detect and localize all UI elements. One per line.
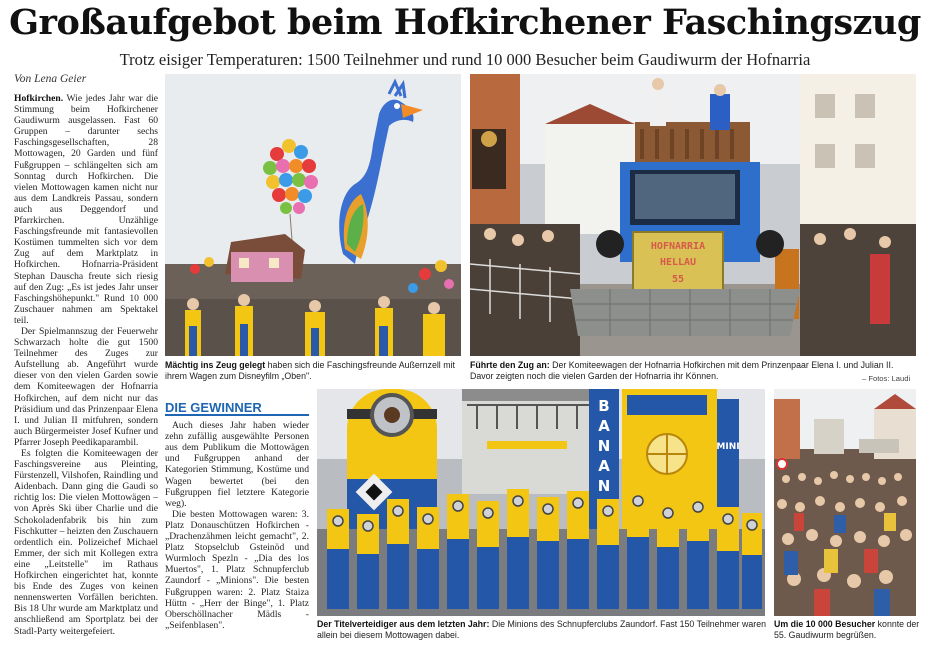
sign-hofnarria-text: HOFNARRIA (650, 241, 706, 252)
winners-paragraph: Die besten Mottowagen waren: 3. Platz Donauschützen Hofkirchen - „Drachenzähmen leicht gemacht", 2. Platz Stopselclub Gsteinöd und Wurmloch Spezln - „Dia des los Muertos", 1. Platz Schnupferclub Zaundorf - „Minions". Die besten Fußgruppen waren: 2. Platz Staiza Hüttn - „Herr der Binge", 1. Platz Oberschöllnacher Mädls - „Seifenblasen". (165, 508, 309, 631)
byline: Von Lena Geier (14, 73, 87, 85)
winners-paragraph: Auch dieses Jahr haben wieder zehn zufällig ausgewählte Personen aus dem Publikum die Mottowägen und Fußgruppen anhand der Kategorien Stimmung, Kostüme und Wagen bewertet (bei den Fußgruppen fiel letztere Kategorie weg). (165, 420, 309, 509)
banana-letter: A (598, 457, 610, 475)
winners-box-title: DIE GEWINNER (165, 402, 309, 416)
banana-letter: N (597, 437, 611, 455)
photo-oben-wagon (165, 74, 461, 356)
banana-letter: N (597, 477, 611, 495)
article-paragraph: Der Spielmannszug der Feuerwehr Schwarzach holte die gut 1500 Teilnehmer des Zuges zur Aufstellung ab. Angeführt wurde dieser von den vielen Garden sowie dem Komiteewagen der Hofnarria Hofkirchen, auf dem nicht nur das Präsidium und das Prinzenpaar Elena I. und Julian II mitfuhren, sondern auch Bürgermeister Josef Kufner und Pfarrer Joseph Peedikaparambil. (14, 325, 158, 448)
caption-photo-minions: Der Titelverteidiger aus dem letzten Jahr: Die Minions des Schnupferclubs Zaundorf. Fast 150 Teilnehmer waren allein bei diesem Mottowagen dabei. (317, 619, 767, 640)
article-paragraph: Hofkirchen. Wie jedes Jahr war die Stimmung beim Hofkirchener Gaudiwurm ausgelassen. Fast 60 Gruppen – darunter sechs Faschingsgesellschaften, 28 Mottowagen, 20 Garden und fünf Fußgruppen – schlängelten sich am Sonntag durch Hofkirchen. Die vielen Mottowagen kamen nicht nur aus dem Landkreis Passau, sondern auch aus Deggendorf und Pfarrkirchen. Unzählige Faschingsfreunde mit fantasievollen Kostümen tummelten sich vor dem Zug auf dem Marktplatz in Hofkirchen. Hofnarria-Präsident Stephan Dauscha freute sich riesig auf den Zug: „Es ist jedes Jahr unser Faschingshöhepunkt." Rund 10 000 Zuschauer nahmen am Spektakel teil. (14, 93, 158, 326)
photo-komiteewagen (470, 74, 916, 356)
photo-crowd (774, 389, 916, 616)
photo-minions (317, 389, 765, 616)
subheadline: Trotz eisiger Temperaturen: 1500 Teilnehmer und rund 10 000 Besucher beim Gaudiwurm der Hofnarria (119, 50, 811, 69)
banana-letter: B (598, 397, 610, 415)
sign-55-text: 55 (671, 274, 685, 285)
article-body (14, 93, 158, 653)
article-paragraph: Es folgten die Komiteewagen der Faschingsvereine aus Pleinting, Fürstenzell, Vilshofen, Raindling und Aidenbach. Dann ging die Gaudi so richtig los: Die vielen Mottowägen – von Après Ski über Charlie und die Schokoladenfabrik bis hin zum Fischkutter – heizten den Zuschauern ordentlich ein. Polizeichef Michael Emmer, der sich mit Kollegen extra eine „Leitstelle" im Rathaus Hofkirchen eingerichtet hat, konnte bis Ende des Zuges von keinen nennenswerten Vorfällen berichten. Bis 18 Uhr wurde am Marktplatz und anschließend am Sportplatz bei der Stadl-Party weitergefeiert. (14, 448, 158, 637)
sign-hellau-text: HELLAU (659, 257, 697, 268)
caption-photo-oben: Mächtig ins Zeug gelegt haben sich die Faschingsfreunde Außernzell mit ihrem Wagen zum Disneyfilm „Oben". (165, 360, 455, 381)
photo-credit: – Fotos: Laudi (862, 374, 911, 383)
caption-photo-komiteewagen: Führte den Zug an: Der Komiteewagen der Hofnarria Hofkirchen mit dem Prinzenpaar Elena I. und Julian II. Davor zeigten noch die vielen Garden der Hofnarria ihr Können. (470, 360, 894, 381)
caption-photo-crowd: Um die 10 000 Besucher konnte der 55. Gaudiwurm begrüßen. (774, 619, 920, 640)
winners-box (165, 402, 309, 652)
headline: Großaufgebot beim Hofkirchener Faschingszug (9, 2, 921, 43)
dateline: Hofkirchen. (14, 93, 64, 104)
mini-sign-text: MINI (716, 442, 740, 452)
banana-letter: A (598, 417, 610, 435)
